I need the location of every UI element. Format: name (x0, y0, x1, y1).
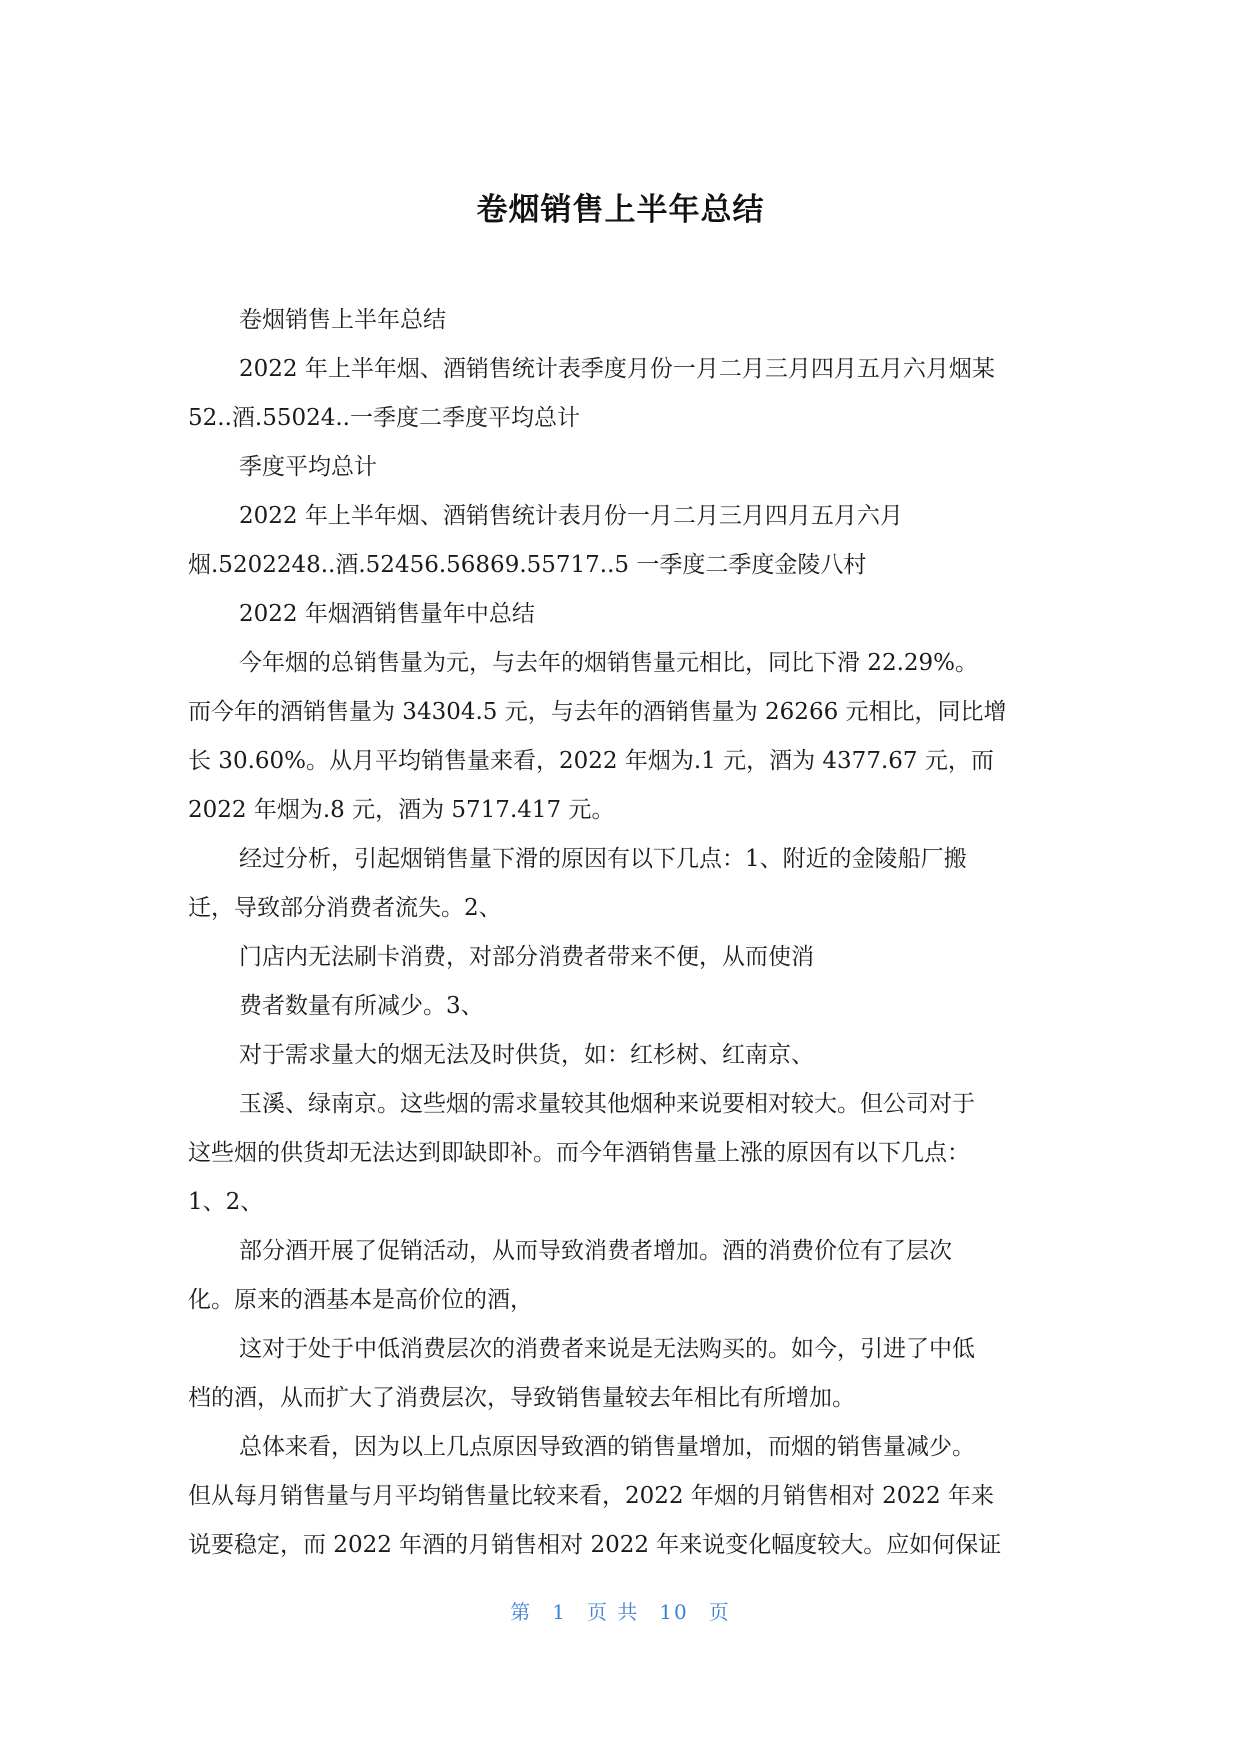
body-line: 化。原来的酒基本是高价位的酒， (188, 1287, 533, 1313)
footer-prefix: 第 (510, 1600, 533, 1624)
body-line: 玉溪、绿南京。这些烟的需求量较其他烟种来说要相对较大。但公司对于 (239, 1091, 975, 1117)
document-title: 卷烟销售上半年总结 (476, 192, 765, 228)
body-line: 但从每月销售量与月平均销售量比较来看，2022 年烟的月销售相对 2022 年来 (188, 1483, 994, 1509)
body-line: 经过分析，引起烟销售量下滑的原因有以下几点：1、附近的金陵船厂搬 (239, 846, 967, 872)
body-line: 季度平均总计 (239, 454, 377, 480)
body-line: 迁，导致部分消费者流失。2、 (188, 895, 502, 921)
body-line: 卷烟销售上半年总结 (239, 307, 446, 333)
body-line: 1、2、 (188, 1189, 264, 1215)
body-line: 部分酒开展了促销活动，从而导致消费者增加。酒的消费价位有了层次 (239, 1238, 952, 1264)
footer-page-number: 1 (552, 1600, 567, 1624)
page-footer (0, 1598, 1241, 1626)
document-body (188, 296, 1052, 1570)
body-line: 这些烟的供货却无法达到即缺即补。而今年酒销售量上涨的原因有以下几点： (188, 1140, 970, 1166)
body-line: 2022 年上半年烟、酒销售统计表月份一月二月三月四月五月六月 (239, 503, 903, 529)
footer-total-pages: 10 (659, 1600, 689, 1624)
body-line: 总体来看，因为以上几点原因导致酒的销售量增加，而烟的销售量减少。 (239, 1434, 975, 1460)
body-line: 这对于处于中低消费层次的消费者来说是无法购买的。如今，引进了中低 (239, 1336, 975, 1362)
body-line: 烟.5202248..酒.52456.56869.55717..5 一季度二季度金陵八村 (188, 552, 867, 578)
body-line: 2022 年上半年烟、酒销售统计表季度月份一月二月三月四月五月六月烟某 (239, 356, 995, 382)
body-line: 对于需求量大的烟无法及时供货，如：红杉树、红南京、 (239, 1042, 814, 1068)
footer-middle: 页 共 (586, 1600, 640, 1624)
body-line: 说要稳定，而 2022 年酒的月销售相对 2022 年来说变化幅度较大。应如何保证 (188, 1532, 1002, 1558)
body-line: 档的酒，从而扩大了消费层次，导致销售量较去年相比有所增加。 (188, 1385, 855, 1411)
body-line: 门店内无法刷卡消费，对部分消费者带来不便，从而使消 (239, 944, 814, 970)
body-line: 52..酒.55024..一季度二季度平均总计 (188, 405, 580, 431)
body-line: 而今年的酒销售量为 34304.5 元，与去年的酒销售量为 26266 元相比，同比增 (188, 699, 1007, 725)
body-line: 今年烟的总销售量为元，与去年的烟销售量元相比，同比下滑 22.29%。 (239, 650, 979, 676)
body-line: 2022 年烟酒销售量年中总结 (239, 601, 535, 627)
body-line: 费者数量有所减少。3、 (239, 993, 484, 1019)
body-line: 长 30.60%。从月平均销售量来看，2022 年烟为.1 元，酒为 4377.67 元，而 (188, 748, 994, 774)
body-line: 2022 年烟为.8 元，酒为 5717.417 元。 (188, 797, 615, 823)
footer-suffix: 页 (708, 1600, 731, 1624)
